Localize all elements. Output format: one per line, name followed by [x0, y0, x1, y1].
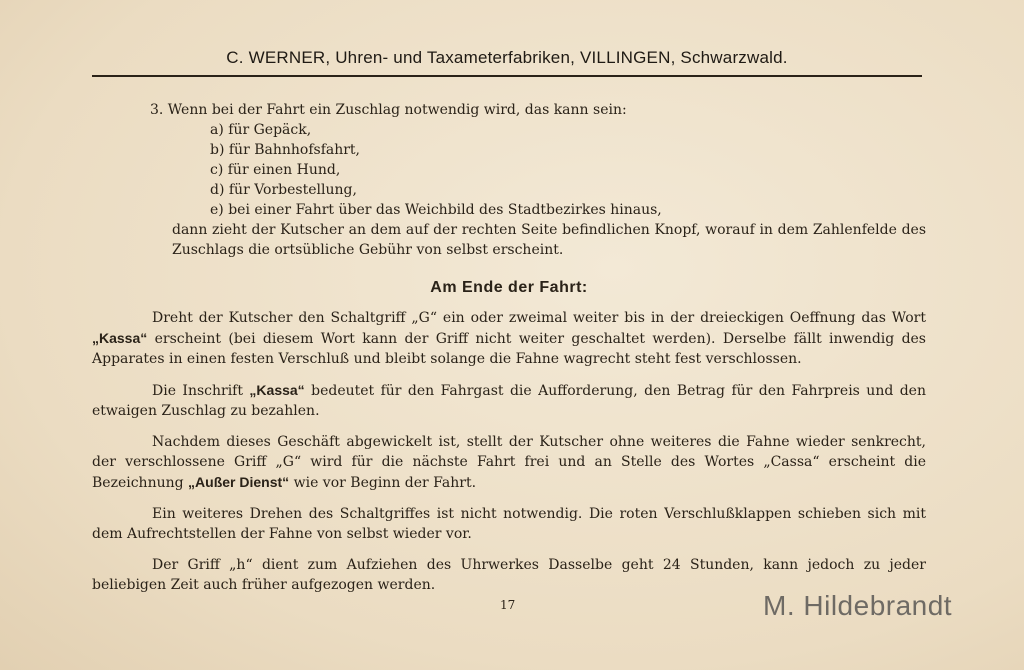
section-3-continuation: dann zieht der Kutscher an dem auf der rechten Seite befindlichen Knopf, worauf in dem Zahlenfelde des Zuschlags die ortsübliche Gebühr von selbst erscheint. — [172, 222, 926, 258]
watermark: M. Hildebrandt — [763, 590, 953, 621]
paragraph-2 — [92, 380, 926, 421]
paragraph-3-emphasis: „Außer Dienst“ — [188, 474, 290, 490]
paragraph-4: Ein weiteres Drehen des Schaltgriffes ist nicht notwendig. Die roten Verschlußklappen schieben sich mit dem Aufrechtstellen der Fahne von selbst wieder vor. — [92, 506, 926, 542]
list-item-a: a) für Gepäck, — [210, 122, 312, 138]
paragraph-3-text-a: Nachdem dieses Geschäft abgewickelt ist, stellt der Kutscher ohne weiteres die Fahne wieder senkrecht, der verschlossene Griff „G“ wird für die nächste Fahrt frei und an Stelle des Wortes „Cassa“ erscheint die Bezeichnung — [92, 434, 926, 491]
paragraph-2-text-c: bedeutet für den Fahrgast die Aufforderung, den Betrag für den Fahrpreis und den etwaigen Zuschlag zu bezahlen. — [92, 383, 926, 419]
paragraph-2-emphasis: „Kassa“ — [249, 382, 305, 398]
paragraph-1-emphasis: „Kassa“ — [92, 330, 148, 346]
list-item-d: d) für Vorbestellung, — [210, 182, 357, 198]
list-item-b: b) für Bahnhofsfahrt, — [210, 142, 361, 158]
paragraph-3-text-c: wie vor Beginn der Fahrt. — [289, 475, 477, 491]
list-item-c: c) für einen Hund, — [210, 162, 341, 178]
paragraph-1-text-a: Dreht der Kutscher den Schaltgriff „G“ ein oder zweimal weiter bis in der dreieckigen Oeffnung das Wort — [152, 310, 926, 326]
page-body — [92, 100, 926, 606]
section-3-intro: 3. Wenn bei der Fahrt ein Zuschlag notwendig wird, das kann sein: — [150, 102, 627, 118]
section-heading: Am Ende der Fahrt: — [430, 279, 588, 296]
page-number: 17 — [500, 598, 516, 612]
paragraph-2-text-a: Die Inschrift — [152, 383, 250, 399]
paragraph-1-text-c: erscheint (bei diesem Wort kann der Griff nicht weiter geschaltet werden). Derselbe fällt inwendig des Apparates in einen festen Verschluß und bleibt solange die Fahne wagrecht steht fest verschlossen. — [92, 331, 926, 367]
paragraph-3 — [92, 432, 926, 493]
page-header-title: C. WERNER, Uhren- und Taxameterfabriken, VILLINGEN, Schwarzwald. — [226, 48, 788, 67]
header-rule — [92, 75, 922, 77]
list-item-e: e) bei einer Fahrt über das Weichbild des Stadtbezirkes hinaus, — [210, 202, 662, 218]
paragraph-5: Der Griff „h“ dient zum Aufziehen des Uhrwerkes Dasselbe geht 24 Stunden, kann jedoch zu jeder beliebigen Zeit auch früher aufgezogen werden. — [92, 557, 926, 593]
paragraph-1 — [92, 308, 926, 369]
